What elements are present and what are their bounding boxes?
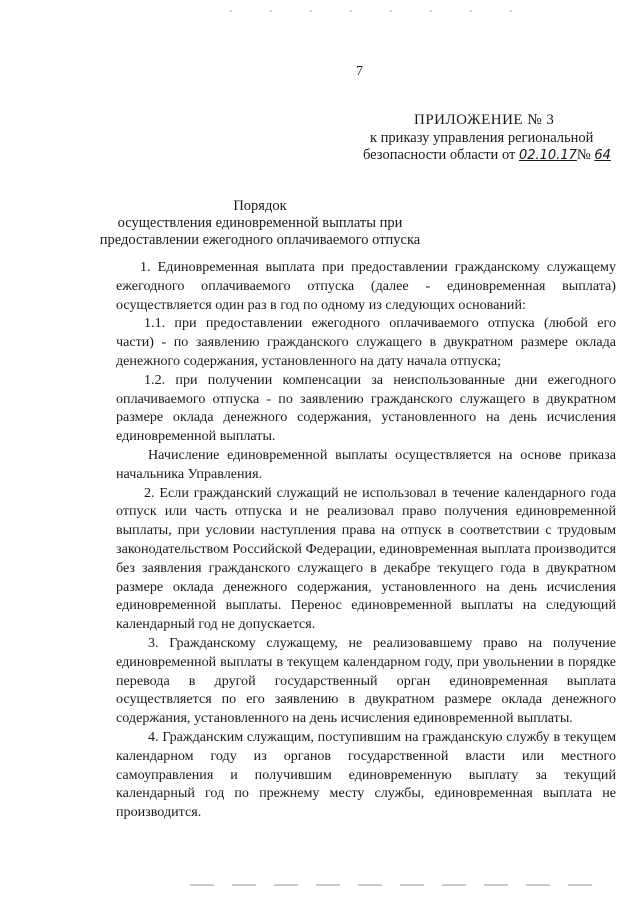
scan-artifact-top — [230, 10, 530, 12]
document-title-line-2: осуществления единовременной выплаты при — [117, 215, 403, 231]
document-body — [116, 258, 616, 822]
number-sign: № — [576, 147, 595, 163]
handwritten-number: 64 — [594, 148, 611, 163]
document-title-line-1: Порядок — [233, 198, 287, 214]
paragraph-1: 1. Единовременная выплата при предоставлении гражданскому служащему ежегодного оплачиваемого отпуска (далее - единовременная выплата) осуществляется один раз в год по одному из следующих оснований: — [116, 259, 616, 313]
appendix-title: ПРИЛОЖЕНИЕ № 3 — [414, 112, 555, 128]
appendix-reference-line-2 — [363, 147, 611, 164]
paragraph-accrual-note: Начисление единовременной выплаты осуществляется на основе приказа начальника Управления. — [116, 446, 616, 482]
scan-artifact-bottom — [190, 884, 610, 886]
page-number: 7 — [356, 64, 363, 79]
appendix-date-prefix: безопасности области от — [363, 147, 519, 163]
paragraph-2: 2. Если гражданский служащий не использовал в течение календарного года отпуск или часть отпуска и не реализовал право получения единовременной выплаты, при условии наступления права на отпуск в соответствии с трудовым законодательством Российской Федерации, единовременная выплата производится без заявления гражданского служащего в декабре текущего года в двукратном размере оклада денежного содержания, установленного на день исчисления единовременной выплаты. Перенос единовременной выплаты на следующий календарный год не допускается. — [116, 484, 616, 633]
paragraph-1-2: 1.2. при получении компенсации за неиспользованные дни ежегодного оплачиваемого отпуска - по заявлению гражданского служащего в двукратном размере оклада денежного содержания, установленного на день исчисления единовременной выплаты. — [116, 371, 616, 445]
paragraph-3: 3. Гражданскому служащему, не реализовавшему право на получение единовременной выплаты в текущем календарном году, при увольнении в порядке перевода в другой государственный орган единовременная выплата осуществляется по его заявлению в двукратном размере оклада денежного содержания, установленного на день исчисления единовременной выплаты. — [116, 634, 616, 727]
document-title-line-3: предоставлении ежегодного оплачиваемого отпуска — [99, 232, 421, 248]
paragraph-1-1: 1.1. при предоставлении ежегодного оплачиваемого отпуска (любой его части) - по заявлению гражданского служащего в двукратном размере оклада денежного содержания, установленного на дату начала отпуска; — [116, 315, 616, 369]
handwritten-date: 02.10.17 — [518, 148, 577, 163]
paragraph-4: 4. Гражданским служащим, поступившим на гражданскую службу в текущем календарном году из органов государственной власти или местного самоуправления и получившим единовременную выплату за текущий календарный год по прежнему месту службы, единовременная выплата не производится. — [116, 728, 616, 821]
appendix-reference-line-1: к приказу управления региональной — [370, 130, 594, 146]
